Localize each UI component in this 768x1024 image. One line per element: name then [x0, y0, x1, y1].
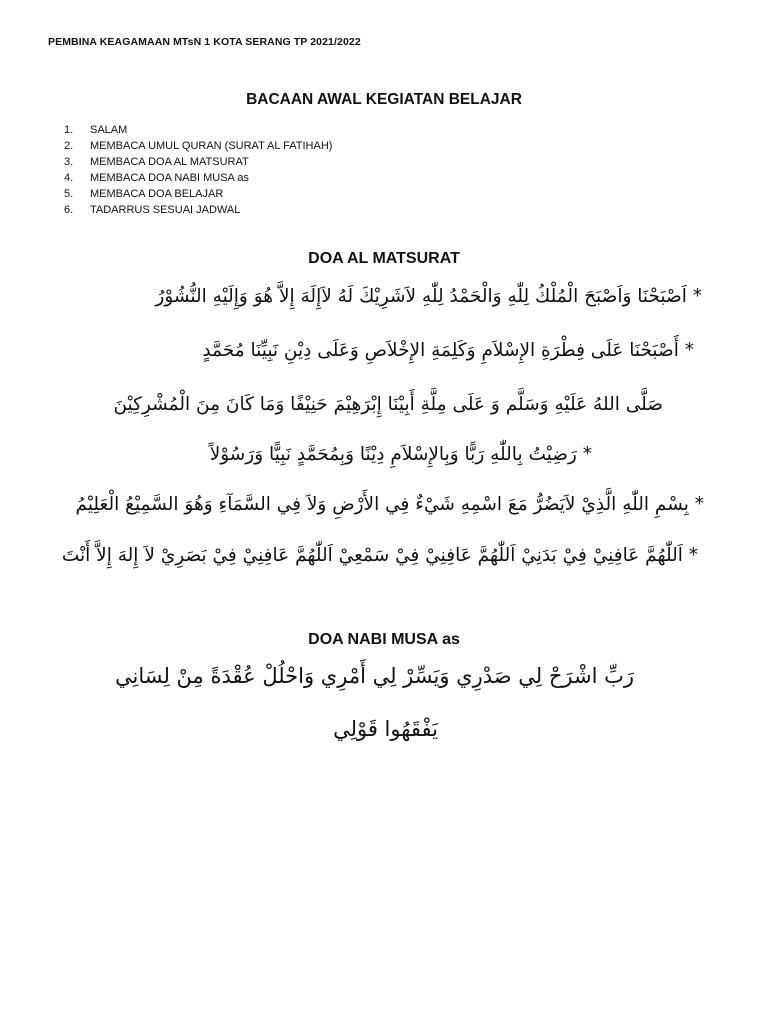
musa-line-1: رَبِّ اشْرَحْ لِي صَدْرِي وَيَسِّرْ لِي أَمْرِي وَاحْلُلْ عُقْدَةً مِنْ لِسَانِي [115, 664, 634, 688]
matsurat-line-2: * أَصْبَحْنَا عَلَى فِطْرَةِ الإِسْلاَمِ وَكَلِمَةِ الإِخْلاَصِ وَعَلَى دِيْنِ نَبِيِّنَا مُحَمَّدٍ [202, 340, 694, 361]
list-text: MEMBACA DOA AL MATSURAT [90, 156, 249, 168]
list-text: MEMBACA DOA NABI MUSA as [90, 172, 249, 184]
list-number: 6. [64, 204, 74, 216]
musa-line-2: يَفْقَهُوا قَوْلِي [333, 717, 438, 741]
matsurat-line-4: * رَضِيْتُ بِاللّٰهِ رَبًّا وَبِالإِسْلاَمِ دِيْنًا وَبِمُحَمَّدٍ نَبِيًّا وَرَسُوْلاً [209, 444, 592, 465]
section-title-matsurat: DOA AL MATSURAT [308, 250, 460, 267]
list-number: 2. [64, 140, 74, 152]
matsurat-line-1: * اَصْبَحْنَا وَاَصْبَحَ الْمُلْكُ لِلّٰهِ وَالْحَمْدُ لِلّٰهِ لاَشَرِيْكَ لَهُ لاَإِلَهَ إِلاَّ هُوَ وَإِلَيْهِ النُّشُوْرُ [155, 286, 702, 307]
list-text: MEMBACA UMUL QURAN (SURAT AL FATIHAH) [90, 140, 333, 152]
list-item [64, 154, 332, 170]
list-item [64, 186, 332, 202]
matsurat-line-6: * اَللّٰهُمَّ عَافِنِيْ فِيْ بَدَنِيْ اَللّٰهُمَّ عَافِنِيْ فِيْ سَمْعِيْ اَللّٰهُمَّ عَافِنِيْ فِيْ بَصَرِيْ لاَ إِلهَ إِلاَّ أَنْتَ [61, 545, 698, 566]
list-text: SALAM [90, 124, 128, 136]
list-number: 4. [64, 172, 74, 184]
section-title-nabi-musa: DOA NABI MUSA as [308, 631, 460, 648]
activity-steps-list [64, 122, 332, 218]
list-item [64, 122, 332, 138]
list-item [64, 202, 332, 218]
list-item [64, 170, 332, 186]
list-number: 5. [64, 188, 74, 200]
list-number: 1. [64, 124, 74, 136]
section-title-bacaan-awal: BACAAN AWAL KEGIATAN BELAJAR [246, 91, 522, 108]
list-item [64, 138, 332, 154]
list-text: MEMBACA DOA BELAJAR [90, 188, 224, 200]
document-header: PEMBINA KEAGAMAAN MTsN 1 KOTA SERANG TP 2021/2022 [48, 36, 361, 48]
matsurat-line-5: * بِسْمِ اللّٰهِ الَّذِيْ لاَيَضُرُّ مَعَ اسْمِهِ شَيْءٌ فِي الأَرْضِ وَلاَ فِي السَّمَآءِ وَهُوَ السَّمِيْعُ الْعَلِيْمُ [75, 494, 704, 515]
matsurat-line-3: صَلَّى اللهُ عَلَيْهِ وَسَلَّم وَ عَلَى مِلَّةِ أَبِيْنَا إِبْرَهِيْمَ حَنِيْفًا وَمَا كَانَ مِنَ الْمُشْرِكِيْنَ [113, 394, 663, 415]
list-text: TADARRUS SESUAI JADWAL [90, 204, 241, 216]
list-number: 3. [64, 156, 74, 168]
